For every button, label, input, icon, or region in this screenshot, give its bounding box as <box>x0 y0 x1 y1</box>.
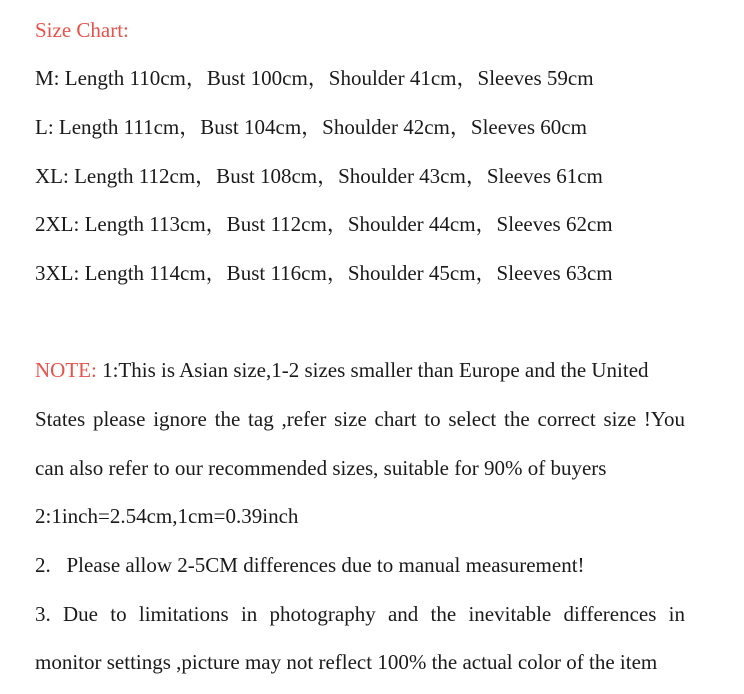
size-row-m: M: Length 110cm，Bust 100cm，Shoulder 41cm，Sleeves 59cm <box>35 66 594 90</box>
size-chart-heading: Size Chart: <box>35 18 129 42</box>
note-line-2: States please ignore the tag ,refer size chart to select the correct size !You <box>35 407 685 431</box>
note-line-1 <box>35 358 649 382</box>
note-line-7: monitor settings ,picture may not reflect 100% the actual color of the item <box>35 650 658 674</box>
note-line-4: 2:1inch=2.54cm,1cm=0.39inch <box>35 504 299 528</box>
size-row-l: L: Length 111cm，Bust 104cm，Shoulder 42cm，Sleeves 60cm <box>35 115 587 139</box>
note-label: NOTE: <box>35 358 97 382</box>
size-row-3xl: 3XL: Length 114cm，Bust 116cm，Shoulder 45cm，Sleeves 63cm <box>35 261 613 285</box>
size-row-xl: XL: Length 112cm，Bust 108cm，Shoulder 43cm，Sleeves 61cm <box>35 164 603 188</box>
note-line-6: 3. Due to limitations in photography and the inevitable differences in <box>35 602 685 626</box>
note-line-3: can also refer to our recommended sizes, suitable for 90% of buyers <box>35 456 607 480</box>
note-line-5: 2. Please allow 2-5CM differences due to manual measurement! <box>35 553 585 577</box>
note-text-1: 1:This is Asian size,1-2 sizes smaller than Europe and the United <box>96 358 649 382</box>
size-row-2xl: 2XL: Length 113cm，Bust 112cm，Shoulder 44cm，Sleeves 62cm <box>35 212 613 236</box>
